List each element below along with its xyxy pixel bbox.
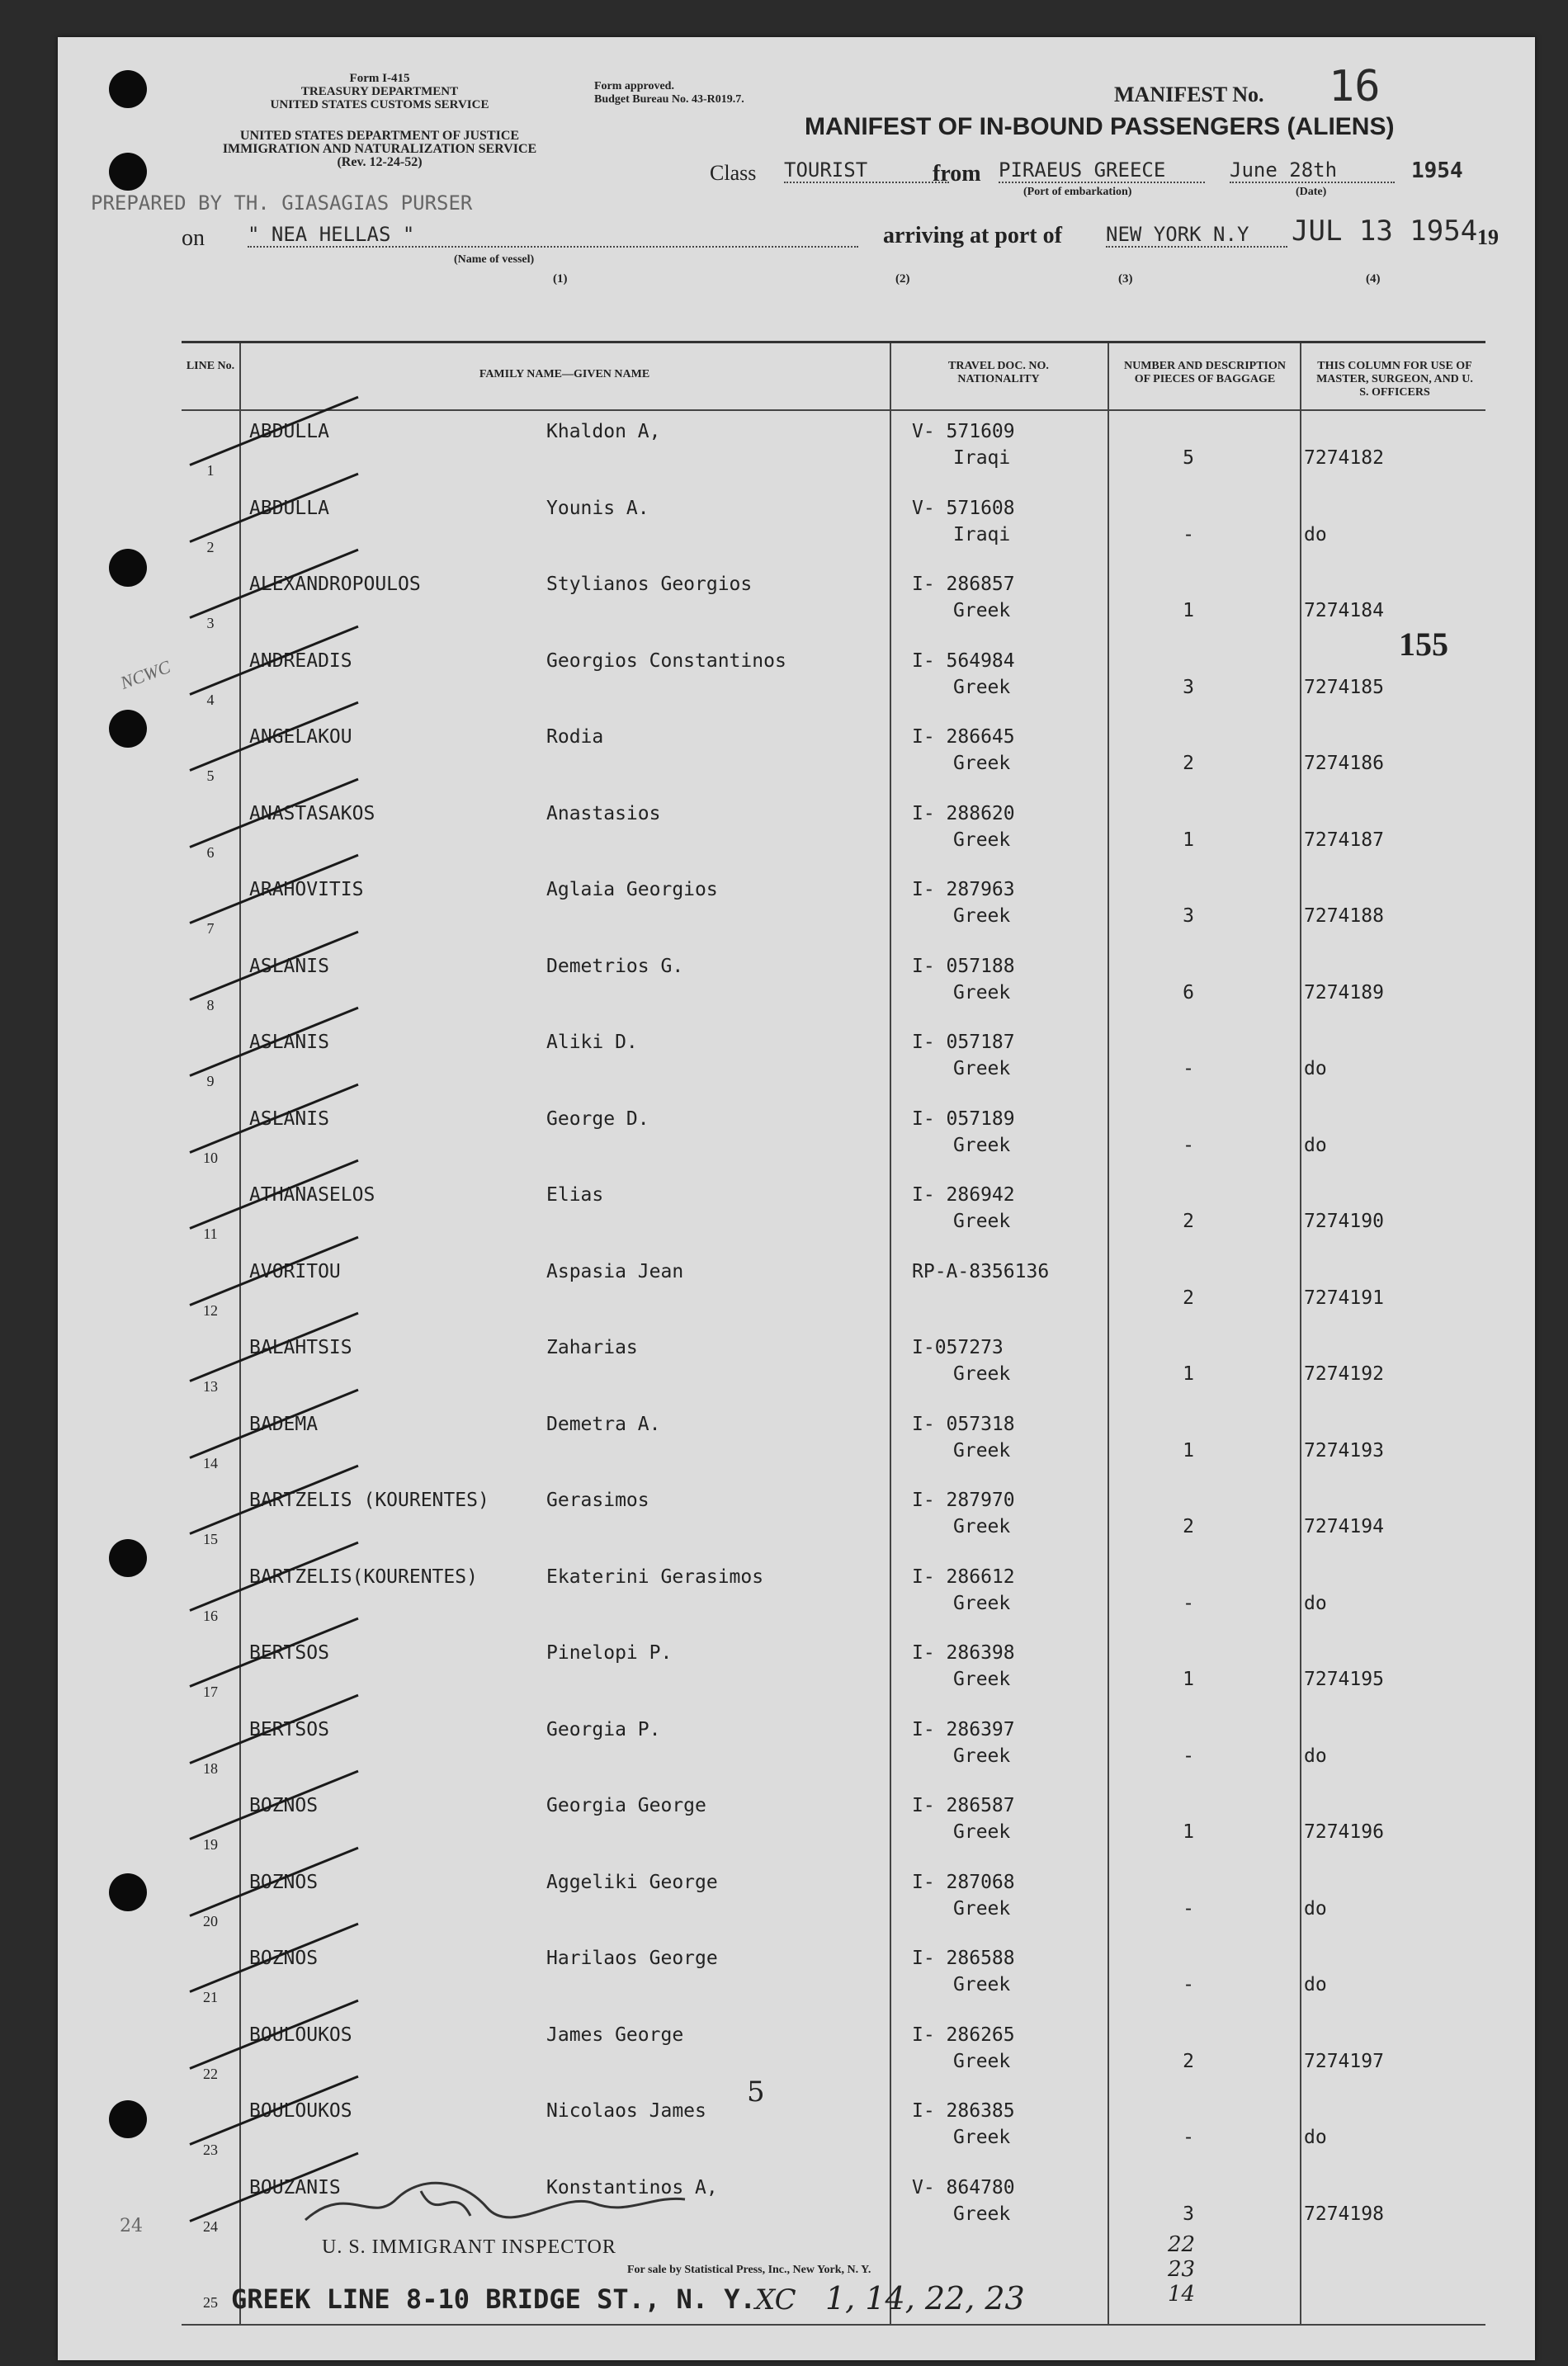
family-name: BOUZANIS (249, 2176, 341, 2198)
travel-doc-number: I- 288620 (912, 802, 1015, 824)
baggage-count: - (1183, 1974, 1194, 1995)
table-row (182, 2092, 1485, 2168)
arrival-date-stamp: JUL 13 1954 (1292, 215, 1478, 248)
baggage-count: 3 (1183, 676, 1194, 698)
line-number: 20 (203, 1912, 218, 1929)
table-row (182, 1634, 1485, 1710)
column-number: (1) (553, 272, 568, 286)
vessel-caption: (Name of vessel) (454, 253, 535, 266)
printer-note: For sale by Statistical Press, Inc., New York, N. Y. (627, 2264, 871, 2276)
officer-number: do (1304, 1745, 1327, 1767)
table-row (182, 1481, 1485, 1557)
officer-number: do (1304, 2127, 1327, 2148)
nationality: Greek (953, 1669, 1011, 1690)
margin-note: NCWC (117, 656, 173, 693)
officer-number: 7274196 (1304, 1821, 1384, 1843)
line-number: 4 (206, 691, 215, 708)
baggage-count: - (1183, 1058, 1194, 1079)
dept-name: TREASURY DEPARTMENT (300, 85, 459, 98)
table-row (182, 565, 1485, 641)
family-name: BOZNOS (249, 1795, 319, 1816)
given-name: Younis A. (546, 497, 649, 519)
line-number: 24 (203, 2217, 218, 2235)
officer-number: 7274182 (1304, 447, 1384, 469)
officer-number: 7274184 (1304, 600, 1384, 621)
nationality: Greek (953, 1439, 1011, 1462)
family-name: ABDULLA (249, 497, 329, 519)
family-name: BADEMA (249, 1413, 319, 1435)
doj-block (190, 130, 569, 169)
officer-number: do (1304, 523, 1327, 545)
line-number: 23 (203, 2142, 218, 2158)
baggage-count: 1 (1183, 1363, 1194, 1385)
date-caption: (Date) (1296, 186, 1327, 198)
travel-doc-number: I- 286612 (912, 1566, 1015, 1588)
nationality: Greek (953, 1745, 1011, 1767)
doj-name: UNITED STATES DEPARTMENT OF JUSTICE (239, 129, 520, 143)
line-number: 21 (203, 1989, 218, 2005)
table-row (182, 947, 1485, 1023)
officer-number: 7274192 (1304, 1363, 1384, 1385)
travel-doc-number: I- 287970 (912, 1490, 1015, 1511)
given-name: Georgia George (546, 1795, 706, 1816)
travel-doc-number: V- 571608 (912, 497, 1015, 519)
officer-number: do (1304, 1592, 1327, 1614)
table-row (182, 1863, 1485, 1939)
port-caption: (Port of embarkation) (1023, 186, 1132, 198)
officer-number: 7274193 (1304, 1439, 1384, 1462)
line-number: 13 (203, 1378, 218, 1395)
given-name: Rodia (546, 726, 604, 748)
punch-hole (109, 1539, 147, 1577)
baggage-count: 2 (1183, 1287, 1194, 1309)
officer-number: 7274185 (1304, 676, 1384, 698)
travel-doc-number: I- 286588 (912, 1948, 1015, 1969)
on-label: on (182, 225, 205, 251)
nationality: Greek (953, 1211, 1011, 1232)
table-row (182, 1253, 1485, 1329)
given-name: Anastasios (546, 802, 661, 824)
nationality: Iraqi (953, 523, 1011, 545)
passenger-table (182, 341, 1485, 2326)
approval-text: Form approved. (594, 80, 674, 92)
officer-number: 7274186 (1304, 753, 1384, 774)
baggage-count: - (1183, 523, 1194, 545)
given-name: Zaharias (546, 1337, 638, 1358)
family-name: BOZNOS (249, 1871, 319, 1893)
baggage-count: 3 (1183, 905, 1194, 927)
nationality: Greek (953, 981, 1011, 1004)
table-row (182, 1711, 1485, 1787)
baggage-count: 6 (1183, 981, 1194, 1004)
officer-number: do (1304, 1058, 1327, 1079)
family-name: BOZNOS (249, 1948, 319, 1969)
officer-number: do (1304, 1897, 1327, 1920)
line-number: 10 (203, 1149, 218, 1166)
line-number: 6 (206, 843, 215, 861)
table-row (182, 1558, 1485, 1634)
line-number: 5 (206, 767, 215, 784)
officer-number: 7274187 (1304, 829, 1384, 851)
travel-doc-number: RP-A-8356136 (912, 1260, 1050, 1282)
baggage-count: - (1183, 1592, 1194, 1614)
signature-graphic (297, 2175, 693, 2232)
column-number: (3) (1118, 272, 1133, 286)
table-row (182, 1329, 1485, 1405)
travel-doc-number: I-057273 (912, 1337, 1004, 1358)
nationality: Greek (953, 753, 1011, 774)
handwritten-code: XC (755, 2283, 796, 2316)
header-separator (182, 409, 1485, 411)
travel-doc-number: I- 286857 (912, 574, 1015, 595)
nationality: Greek (953, 1821, 1011, 1843)
given-name: Nicolaos James (546, 2100, 706, 2122)
travel-doc-number: I- 286397 (912, 1718, 1015, 1740)
given-name: Stylianos Georgios (546, 574, 753, 595)
dept-subname: UNITED STATES CUSTOMS SERVICE (270, 98, 489, 111)
column-number: (2) (895, 272, 910, 286)
given-name: Gerasimos (546, 1490, 649, 1511)
travel-doc-number: I- 287963 (912, 879, 1015, 900)
arrival-port: NEW YORK N.Y (1106, 223, 1287, 248)
col-head-officers: THIS COLUMN FOR USE OF MASTER, SURGEON, AND U. S. OFFICERS (1316, 360, 1473, 399)
nationality: Greek (953, 1592, 1011, 1614)
family-name: ASLANIS (249, 955, 329, 977)
revision: (Rev. 12-24-52) (337, 155, 423, 169)
given-name: Harilaos George (546, 1948, 718, 1969)
officer-number: 7274188 (1304, 905, 1384, 927)
family-name: AVORITOU (249, 1260, 341, 1282)
line-number: 2 (206, 538, 215, 555)
family-name: ASLANIS (249, 1032, 329, 1053)
baggage-count: 2 (1183, 2050, 1194, 2072)
given-name: Konstantinos A, (546, 2176, 718, 2198)
baggage-count: - (1183, 1745, 1194, 1767)
from-value: PIRAEUS GREECE (999, 158, 1205, 183)
prepared-by: PREPARED BY TH. GIASAGIAS PURSER (91, 191, 473, 215)
table-row (182, 871, 1485, 947)
baggage-count: 3 (1183, 2203, 1194, 2225)
table-row (182, 1100, 1485, 1176)
line-number: 1 (206, 462, 215, 479)
table-row (182, 413, 1485, 489)
line-number: 11 (203, 1226, 218, 1242)
family-name: BARTZELIS(KOURENTES) (249, 1566, 478, 1588)
officer-number: 7274197 (1304, 2050, 1384, 2072)
date-value: June 28th (1230, 158, 1395, 183)
nationality: Greek (953, 2203, 1011, 2225)
table-row (182, 1787, 1485, 1863)
nationality: Greek (953, 1974, 1011, 1995)
col-head-baggage: NUMBER AND DESCRIPTION OF PIECES OF BAGGAGE (1123, 360, 1287, 385)
baggage-count: 1 (1183, 1669, 1194, 1690)
family-name: BERTSOS (249, 1642, 329, 1664)
vessel-name: " NEA HELLAS " (248, 223, 858, 248)
arrival-19: 19 (1477, 225, 1499, 249)
nationality: Greek (953, 676, 1011, 698)
line-number: 22 (203, 2065, 218, 2082)
punch-hole (109, 153, 147, 191)
year-value: 1954 (1411, 158, 1463, 183)
travel-doc-number: I- 564984 (912, 649, 1015, 672)
baggage-count: 1 (1183, 1439, 1194, 1462)
officer-number: do (1304, 1134, 1327, 1156)
family-name: ANGELAKOU (249, 726, 352, 748)
nationality: Greek (953, 1363, 1011, 1385)
given-name: Demetrios G. (546, 955, 684, 977)
family-name: BERTSOS (249, 1718, 329, 1740)
given-name: Aspasia Jean (546, 1260, 684, 1282)
travel-doc-number: I- 057188 (912, 955, 1015, 977)
table-row (182, 2016, 1485, 2092)
from-label: from (933, 161, 981, 187)
line-number: 15 (203, 1531, 218, 1547)
travel-doc-number: I- 286265 (912, 2024, 1015, 2046)
inspector-label: U. S. IMMIGRANT INSPECTOR (322, 2236, 616, 2258)
travel-doc-number: I- 286645 (912, 726, 1015, 748)
baggage-count: 5 (1183, 447, 1194, 469)
family-name: ANASTASAKOS (249, 802, 375, 824)
line-number: 8 (206, 996, 215, 1013)
table-row (182, 1939, 1485, 2015)
nationality: Greek (953, 829, 1011, 851)
table-row (182, 1023, 1485, 1099)
arriving-label: arriving at port of (883, 223, 1062, 248)
travel-doc-number: I- 287068 (912, 1871, 1015, 1893)
col-head-line: LINE No. (186, 360, 235, 372)
travel-doc-number: V- 864780 (912, 2176, 1015, 2198)
travel-doc-number: I- 286385 (912, 2100, 1015, 2122)
nationality: Greek (953, 1134, 1011, 1156)
budget-bureau: Budget Bureau No. 43-R019.7. (594, 93, 744, 106)
given-name: Georgia P. (546, 1718, 661, 1740)
officer-number: 7274195 (1304, 1669, 1384, 1690)
nationality: Greek (953, 600, 1011, 621)
line-number: 16 (203, 1607, 218, 1624)
given-name: Khaldon A, (546, 421, 661, 442)
nationality: Iraqi (953, 447, 1011, 469)
family-name: ABDULLA (249, 421, 329, 442)
line-number: 14 (203, 1454, 218, 1471)
baggage-count: 1 (1183, 1821, 1194, 1843)
table-row (182, 642, 1485, 718)
family-name: ATHANASELOS (249, 1184, 375, 1206)
officer-number: 7274198 (1304, 2203, 1384, 2225)
manifest-number: 16 (1329, 62, 1381, 111)
manifest-label: MANIFEST No. (1114, 83, 1264, 106)
punch-hole (109, 549, 147, 587)
check-mark-stroke (189, 396, 358, 466)
line-number: 7 (206, 920, 215, 937)
given-name: George D. (546, 1107, 649, 1130)
family-name: BOULOUKOS (249, 2024, 352, 2046)
nationality: Greek (953, 1058, 1011, 1079)
manifest-page (58, 37, 1535, 2360)
given-name: Aliki D. (546, 1032, 638, 1053)
baggage-count: 1 (1183, 829, 1194, 851)
travel-doc-number: I- 057318 (912, 1413, 1015, 1435)
table-row (182, 1405, 1485, 1481)
page-note: 24 (120, 2216, 143, 2236)
side-number: 155 (1399, 626, 1448, 663)
table-row (182, 489, 1485, 565)
shipping-line-stamp: GREEK LINE 8-10 BRIDGE ST., N. Y. (231, 2283, 756, 2315)
inspector-signature (297, 2175, 693, 2232)
travel-doc-number: I- 286587 (912, 1795, 1015, 1816)
given-name: Ekaterini Gerasimos (546, 1566, 764, 1588)
family-name: ARAHOVITIS (249, 879, 364, 900)
punch-hole (109, 710, 147, 748)
col-head-doc: TRAVEL DOC. NO. NATIONALITY (948, 360, 1049, 385)
given-name: Aggeliki George (546, 1871, 718, 1893)
family-name: BALAHTSIS (249, 1337, 352, 1358)
page-title: MANIFEST OF IN-BOUND PASSENGERS (ALIENS) (805, 113, 1395, 140)
officer-number: 7274189 (1304, 981, 1384, 1004)
right-handwritten-note: 22 23 14 (1168, 2232, 1196, 2307)
given-name: Demetra A. (546, 1413, 661, 1435)
travel-doc-number: I- 057187 (912, 1032, 1015, 1053)
nationality: Greek (953, 905, 1011, 927)
line-number: 9 (206, 1073, 215, 1089)
line-number: 17 (203, 1684, 218, 1700)
side-mark: 5 (747, 2076, 765, 2109)
approval-block (594, 80, 744, 106)
nationality: Greek (953, 2050, 1011, 2072)
travel-doc-number: V- 571609 (912, 421, 1015, 442)
class-label: Class (710, 161, 757, 185)
family-name: BOULOUKOS (249, 2100, 352, 2122)
line-number: 3 (206, 615, 215, 631)
given-name: James George (546, 2024, 684, 2046)
nationality: Greek (953, 1516, 1011, 1537)
punch-hole (109, 70, 147, 108)
travel-doc-number: I- 286942 (912, 1184, 1015, 1206)
baggage-count: 2 (1183, 753, 1194, 774)
line-number: 18 (203, 1759, 218, 1777)
travel-doc-number: I- 286398 (912, 1642, 1015, 1664)
column-number: (4) (1366, 272, 1381, 286)
baggage-count: 2 (1183, 1516, 1194, 1537)
form-header-left (239, 72, 520, 111)
family-name: ANDREADIS (249, 649, 352, 672)
col-head-name: FAMILY NAME—GIVEN NAME (479, 368, 650, 380)
family-name: ASLANIS (249, 1107, 329, 1130)
line-number: 12 (203, 1301, 218, 1319)
baggage-count: - (1183, 2127, 1194, 2148)
baggage-count: - (1183, 1134, 1194, 1156)
line-number: 19 (203, 1836, 218, 1853)
punch-hole (109, 1873, 147, 1911)
ins-name: IMMIGRATION AND NATURALIZATION SERVICE (222, 142, 537, 156)
officer-number: do (1304, 1974, 1327, 1995)
table-row (182, 718, 1485, 794)
officer-number: 7274191 (1304, 1287, 1384, 1309)
line-number: 25 (203, 2294, 218, 2311)
given-name: Aglaia Georgios (546, 879, 718, 900)
baggage-count: 2 (1183, 1211, 1194, 1232)
baggage-count: - (1183, 1897, 1194, 1920)
officer-number: 7274194 (1304, 1516, 1384, 1537)
family-name: BARTZELIS (KOURENTES) (249, 1490, 489, 1511)
nationality: Greek (953, 2127, 1011, 2148)
class-value: TOURIST (784, 158, 949, 183)
given-name: Pinelopi P. (546, 1642, 673, 1664)
punch-hole (109, 2100, 147, 2138)
form-number: Form I-415 (349, 72, 410, 85)
given-name: Elias (546, 1184, 604, 1206)
handwritten-numbers: 1, 14, 22, 23 (825, 2280, 1025, 2316)
officer-number: 7274190 (1304, 1211, 1384, 1232)
travel-doc-number: I- 057189 (912, 1107, 1015, 1130)
nationality: Greek (953, 1897, 1011, 1920)
table-row (182, 1176, 1485, 1252)
family-name: ALEXANDROPOULOS (249, 574, 421, 595)
table-row (182, 795, 1485, 871)
given-name: Georgios Constantinos (546, 649, 786, 672)
baggage-count: 1 (1183, 600, 1194, 621)
